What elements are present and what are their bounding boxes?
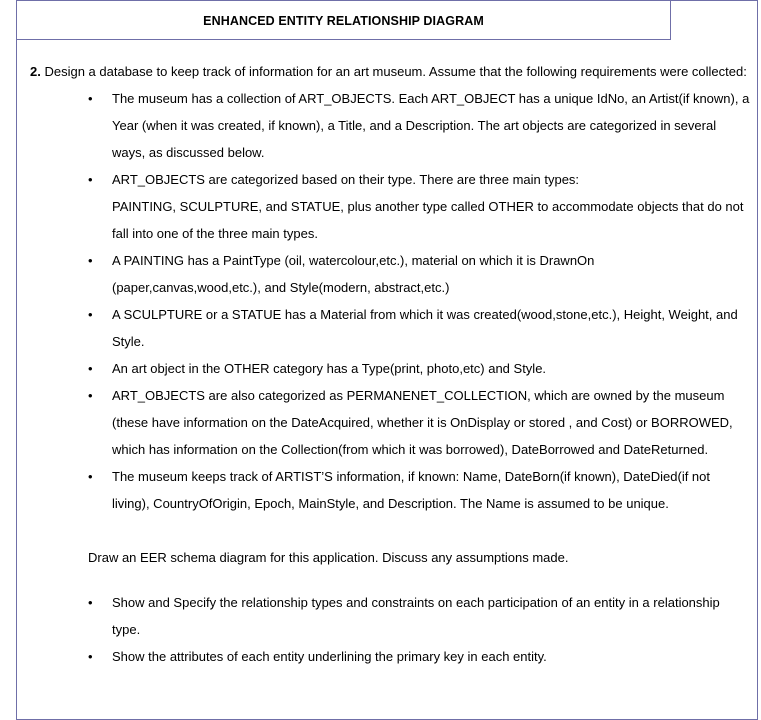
bullet-icon: • [88,307,93,322]
requirement-item [30,463,750,517]
document-title: ENHANCED ENTITY RELATIONSHIP DIAGRAM [203,14,484,28]
requirement-item [30,166,750,247]
requirement-continuation: (paper,canvas,wood,etc.), and Style(modern, abstract,etc.) [112,280,450,295]
requirement-item [30,301,750,355]
task-text: Show and Specify the relationship types and constraints on each participation of an entity in a relationship type. [112,595,720,637]
spacer [30,571,750,589]
bullet-icon: • [88,253,93,268]
requirement-item [30,85,750,166]
requirement-item [30,355,750,382]
requirement-continuation: PAINTING, SCULPTURE, and STATUE, plus another type called OTHER to accommodate objects that do not fall into one of the three main types. [112,199,744,241]
bullet-icon: • [88,91,93,106]
spacer [30,517,750,544]
requirement-text: The museum keeps track of ARTIST’S information, if known: Name, DateBorn(if known), DateDied(if not living), CountryOfOrigin, Epoch, MainStyle, and Description. The Name is assumed to be unique. [112,469,710,511]
requirement-text: An art object in the OTHER category has a Type(print, photo,etc) and Style. [112,361,547,376]
requirement-text: The museum has a collection of ART_OBJECTS. Each ART_OBJECT has a unique IdNo, an Artist(if known), a Year (when it was created, if known), a Title, and a Description. The art objects are categorized in several ways, as discussed below. [112,91,750,160]
question-number: 2. [30,64,41,79]
document-body [30,58,750,670]
bullet-icon: • [88,172,93,187]
question-text: Design a database to keep track of information for an art museum. Assume that the following requirements were collected: [44,64,747,79]
task-item [30,643,750,670]
bullet-icon: • [88,361,93,376]
bullet-icon: • [88,388,93,403]
requirement-text: ART_OBJECTS are categorized based on their type. There are three main types: [112,172,580,187]
requirement-item [30,382,750,463]
question-intro [30,58,750,85]
tasks-list [30,589,750,670]
bullet-icon: • [88,649,93,664]
task-item [30,589,750,643]
requirement-item [30,247,750,301]
draw-instruction: Draw an EER schema diagram for this application. Discuss any assumptions made. [88,550,569,565]
requirements-list [30,85,750,517]
bullet-icon: • [88,595,93,610]
bullet-icon: • [88,469,93,484]
requirement-text: ART_OBJECTS are also categorized as PERMANENET_COLLECTION, which are owned by the museum (these have information on the DateAcquired, whether it is OnDisplay or stored , and Cost) or BORROWED, which has information on the Collection(from which it was borrowed), DateBorrowed and DateReturned. [112,388,733,457]
task-text: Show the attributes of each entity underlining the primary key in each entity. [112,649,547,664]
requirement-text: A SCULPTURE or a STATUE has a Material from which it was created(wood,stone,etc.), Height, Weight, and Style. [112,307,738,349]
requirement-text: A PAINTING has a PaintType (oil, watercolour,etc.), material on which it is DrawnOn [112,253,595,268]
